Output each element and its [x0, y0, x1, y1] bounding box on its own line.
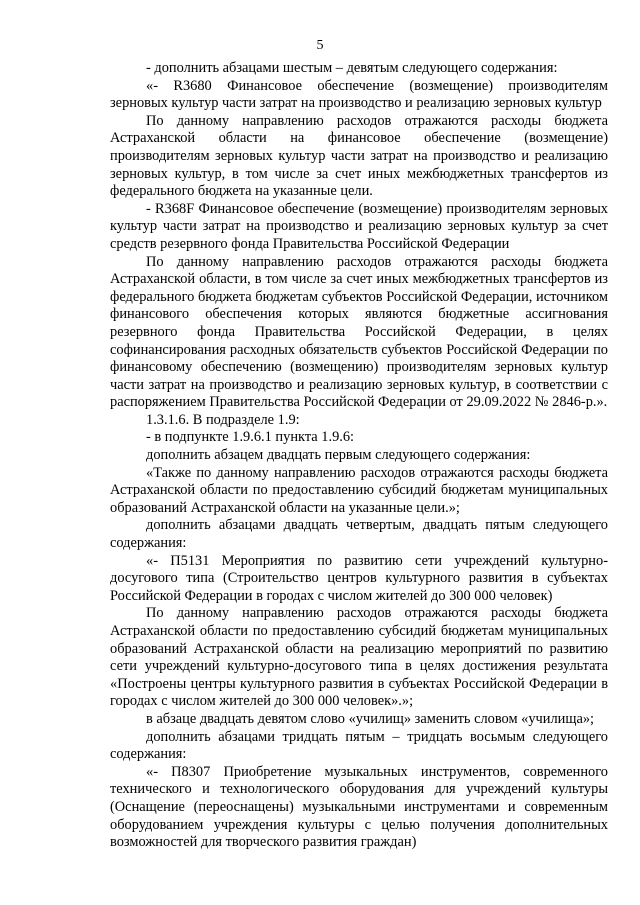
paragraph: По данному направлению расходов отражаются расходы бюджета Астраханской области, в том числе за счет иных межбюджетных трансфертов из федерального бюджета бюджетам субъектов Российской Федерации, источником финансового обеспечения которых являются бюджетные ассигнования резервного фонда Правительства Российской Федерации, в целях софинансирования расходных обязательств субъектов Российской Федерации по финансовому обеспечению (возмещению) производителям зерновых культур части затрат на производство и реализацию зерновых культур, в соответствии с распоряжением Правительства Российской Федерации от 29.09.2022 № 2846-р.». — [110, 253, 608, 411]
paragraph: в абзаце двадцать девятом слово «училищ» заменить словом «училища»; — [146, 710, 595, 727]
paragraph: По данному направлению расходов отражаются расходы бюджета Астраханской области по предоставлению субсидий бюджетам муниципальных образований Астраханской области на реализацию мероприятий по развитию сети учреждений культурно-досугового типа в целях достижения результата «Построены центры культурного развития в субъектах Российской Федерации в городах с числом жителей до 300 000 человек».»; — [110, 605, 608, 710]
document-body — [110, 60, 608, 852]
paragraph: По данному направлению расходов отражаются расходы бюджета Астраханской области на финансовое обеспечение (возмещение) производителям зерновых культур части затрат на производство и реализацию зерновых культур, в том числе за счет иных межбюджетных трансфертов из федерального бюджета на указанные цели. — [110, 112, 608, 200]
paragraph: - дополнить абзацами шестым – девятым следующего содержания: — [146, 60, 558, 76]
paragraph: «- П5131 Мероприятия по развитию сети учреждений культурно-досугового типа (Строительство центров культурного развития в субъектах Российской Федерации в городах с числом жителей до 300 000 человек) — [110, 552, 608, 604]
paragraph: «- R3680 Финансовое обеспечение (возмещение) производителям зерновых культур части затрат на производство и реализацию зерновых культур — [110, 77, 608, 112]
paragraph: дополнить абзацами двадцать четвертым, двадцать пятым следующего содержания: — [110, 517, 608, 552]
paragraph: дополнить абзацем двадцать первым следующего содержания: — [146, 447, 531, 464]
paragraph: дополнить абзацами тридцать пятым – тридцать восьмым следующего содержания: — [110, 728, 608, 763]
paragraph: - R368F Финансовое обеспечение (возмещение) производителям зерновых культур части затрат на производство и реализацию зерновых культур за счет средств резервного фонда Правительства Российской Федерации — [110, 200, 608, 252]
page-number: 5 — [316, 38, 324, 53]
paragraph: «Также по данному направлению расходов отражаются расходы бюджета Астраханской области по предоставлению субсидий бюджетам муниципальных образований Астраханской области на указанные цели.»; — [110, 464, 608, 516]
paragraph: «- П8307 Приобретение музыкальных инструментов, современного технического и технологического оборудования для учреждений культуры (Оснащение (переоснащены) музыкальными инструментами и современным оборудованием учреждения культуры с целью получения дополнительных возможностей для творческого развития граждан) — [110, 763, 608, 851]
paragraph: 1.3.1.6. В подразделе 1.9: — [146, 411, 300, 428]
paragraph: - в подпункте 1.9.6.1 пункта 1.9.6: — [146, 429, 355, 446]
